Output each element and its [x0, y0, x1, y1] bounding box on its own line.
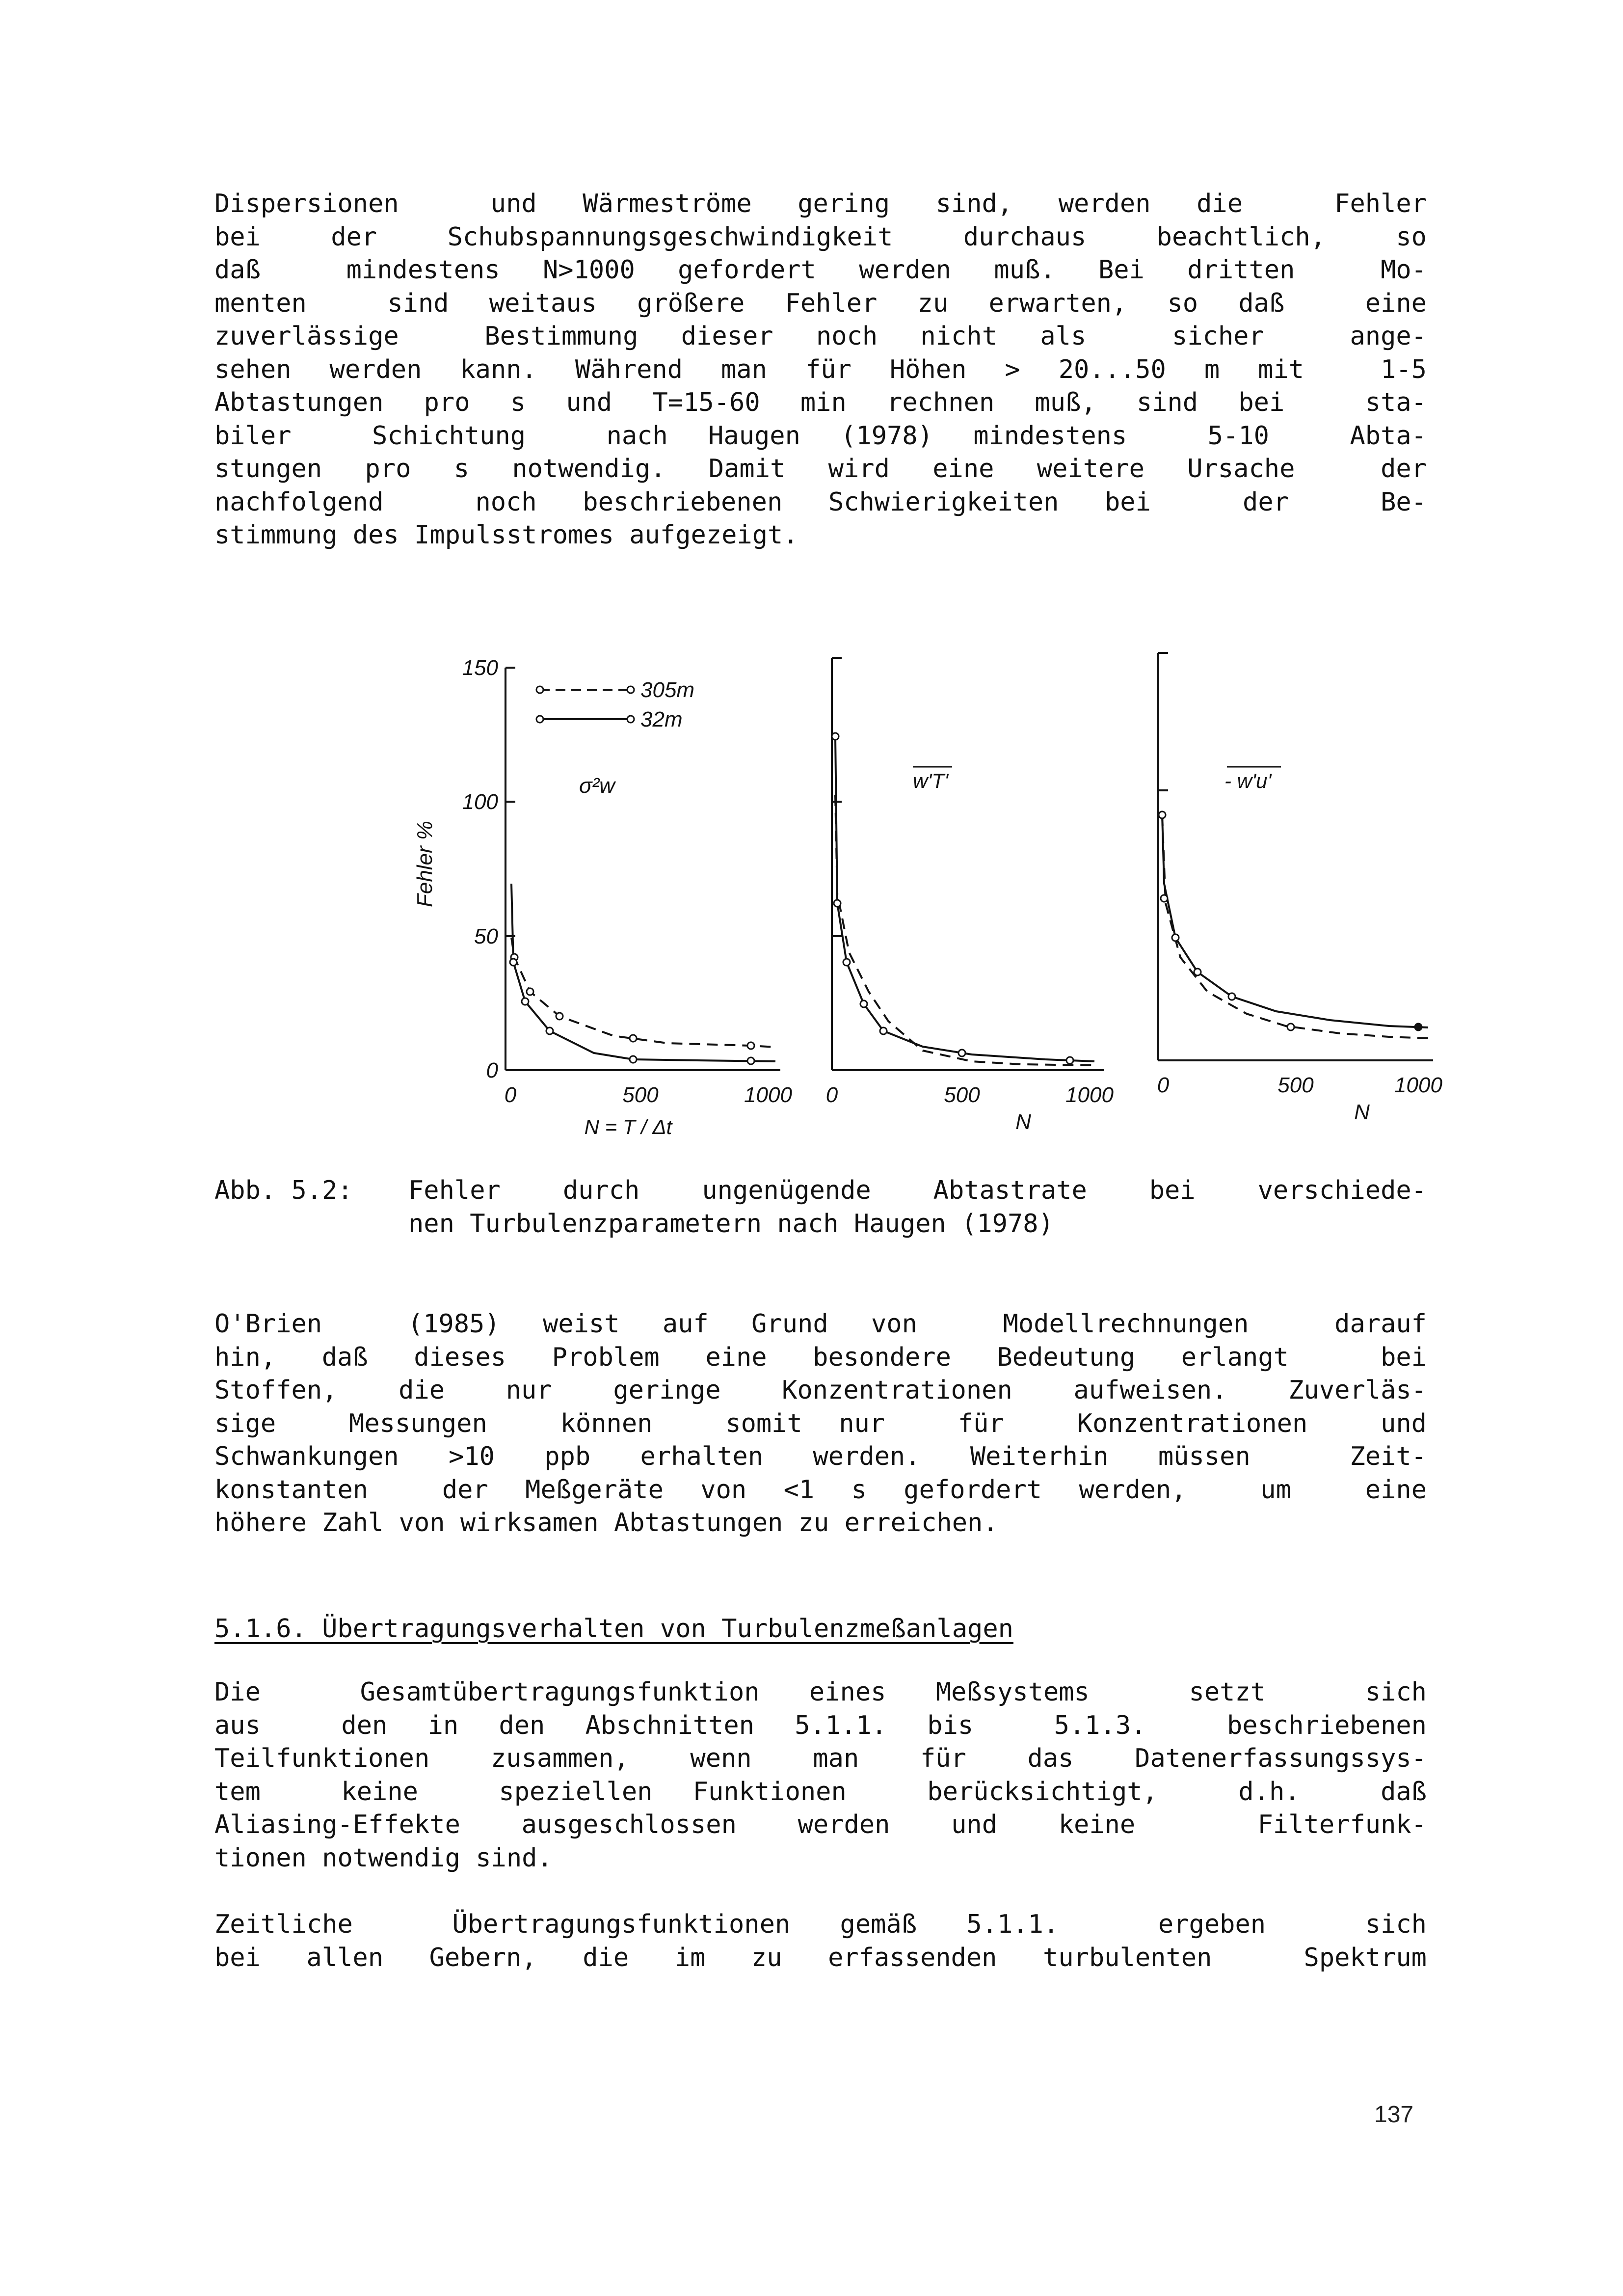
panel-3-markers [1159, 811, 1294, 1030]
text-line: Stoffen, die nur geringe Konzentrationen aufweisen. Zuverläs- [214, 1376, 1427, 1405]
text-line: höhere Zahl von wirksamen Abtastungen zu erreichen. [214, 1508, 998, 1538]
panel-3-filled-markers [1415, 1024, 1422, 1030]
text-line: daß mindestens N>1000 gefordert werden muß. Bei dritten Mo- [214, 255, 1427, 285]
paragraph-4 [214, 1908, 1427, 1974]
panel-3-curve-32m [1162, 815, 1428, 1027]
text-line: O'Brien (1985) weist auf Grund von Modellrechnungen darauf [214, 1309, 1427, 1339]
panel-3-xtick-label: 1000 [1394, 1073, 1442, 1097]
caption-line: Fehler durch ungenügende Abtastrate bei verschiede- [408, 1176, 1427, 1205]
panel-2-x-axis-label: N [1015, 1110, 1031, 1134]
legend-label-32m: 32m [640, 707, 683, 731]
text-line: stungen pro s notwendig. Damit wird eine weitere Ursache der [214, 454, 1427, 484]
figure-error-sampling-rate [383, 638, 1463, 1141]
text-line: hin, daß dieses Problem eine besondere Bedeutung erlangt bei [214, 1342, 1427, 1372]
panel-2-markers [832, 733, 1073, 1064]
panel-1-y-axis-label: Fehler % [413, 820, 437, 908]
text-line: aus den in den Abschnitten 5.1.1. bis 5.1.3. beschriebenen [214, 1710, 1427, 1740]
panel-3-xtick-label: 500 [1277, 1073, 1314, 1097]
section-heading: 5.1.6. Übertragungsverhalten von Turbulenzmeßanlagen [214, 1614, 1013, 1644]
paragraph-2 [214, 1308, 1427, 1540]
panel-2-curve-305m [835, 795, 1094, 1065]
text-line: konstanten der Meßgeräte von <1 s gefordert werden, um eine [214, 1475, 1427, 1505]
text-line: tionen notwendig sind. [214, 1843, 553, 1873]
panel-2-xtick-label: 1000 [1065, 1083, 1114, 1107]
panel-1-ytick-label: 150 [462, 656, 498, 680]
caption-line: nen Turbulenzparametern nach Haugen (1978) [408, 1209, 1054, 1239]
panel-1-ytick-label: 0 [486, 1058, 498, 1082]
text-line: Aliasing-Effekte ausgeschlossen werden und keine Filterfunk- [214, 1810, 1427, 1839]
panel-2-xtick-label: 0 [825, 1083, 838, 1107]
text-line: Teilfunktionen zusammen, wenn man für das Datenerfassungssys- [214, 1744, 1427, 1773]
panel-1-x-axis-label: N = T / Δt [584, 1115, 672, 1138]
panel-1-xtick-label: 500 [622, 1083, 659, 1107]
text-line: nachfolgend noch beschriebenen Schwierigkeiten bei der Be- [214, 487, 1427, 517]
panel-3-xtick-label: 0 [1157, 1073, 1170, 1097]
text-line: sehen werden kann. Während man für Höhen > 20...50 m mit 1-5 [214, 354, 1427, 384]
text-line: Abtastungen pro s und T=15-60 min rechnen muß, sind bei sta- [214, 388, 1427, 417]
text-line: sige Messungen können somit nur für Konzentrationen und [214, 1408, 1427, 1438]
text-line: tem keine speziellen Funktionen berücksichtigt, d.h. daß [214, 1777, 1427, 1807]
panel-1-xtick-label: 0 [504, 1083, 517, 1107]
text-line: zuverlässige Bestimmung dieser noch nicht als sicher ange- [214, 322, 1427, 351]
paragraph-1 [214, 188, 1427, 552]
panel-2 [832, 658, 1104, 1070]
figure-svg [383, 638, 1463, 1139]
text-line: Zeitliche Übertragungsfunktionen gemäß 5.1.1. ergeben sich [214, 1910, 1427, 1939]
panel-2-curve-32m [835, 736, 1094, 1061]
panel-3 [1158, 653, 1433, 1060]
text-line: Die Gesamtübertragungsfunktion eines Meßsystems setzt sich [214, 1677, 1427, 1707]
panel-1-xtick-label: 1000 [744, 1083, 792, 1107]
panel-1-annotation: σ²w [579, 774, 615, 798]
text-line: bei allen Gebern, die im zu erfassenden turbulenten Spektrum [214, 1943, 1427, 1972]
page-number: 137 [1374, 2102, 1414, 2128]
text-line: bei der Schubspannungsgeschwindigkeit durchaus beachtlich, so [214, 222, 1427, 252]
text-line: Dispersionen und Wärmeströme gering sind, werden die Fehler [214, 189, 1427, 218]
caption-label: Abb. 5.2: [214, 1176, 353, 1205]
paragraph-3 [214, 1676, 1427, 1875]
panel-1-markers [510, 954, 754, 1064]
panel-1-ytick-label: 100 [462, 790, 498, 814]
panel-3-curve-305m [1162, 815, 1428, 1038]
panel-2-xtick-label: 500 [944, 1083, 980, 1107]
panel-3-annotation: - w'u' [1224, 769, 1272, 792]
text-line: Schwankungen >10 ppb erhalten werden. Weiterhin müssen Zeit- [214, 1442, 1427, 1471]
text-line: menten sind weitaus größere Fehler zu erwarten, so daß eine [214, 288, 1427, 318]
panel-1-ytick-label: 50 [474, 924, 498, 948]
text-line: stimmung des Impulsstromes aufgezeigt. [214, 520, 798, 550]
legend-label-305m: 305m [640, 678, 695, 702]
text-line: biler Schichtung nach Haugen (1978) mindestens 5-10 Abta- [214, 421, 1427, 451]
panel-2-annotation: w'T' [913, 769, 949, 792]
panel-3-x-axis-label: N [1354, 1100, 1370, 1124]
